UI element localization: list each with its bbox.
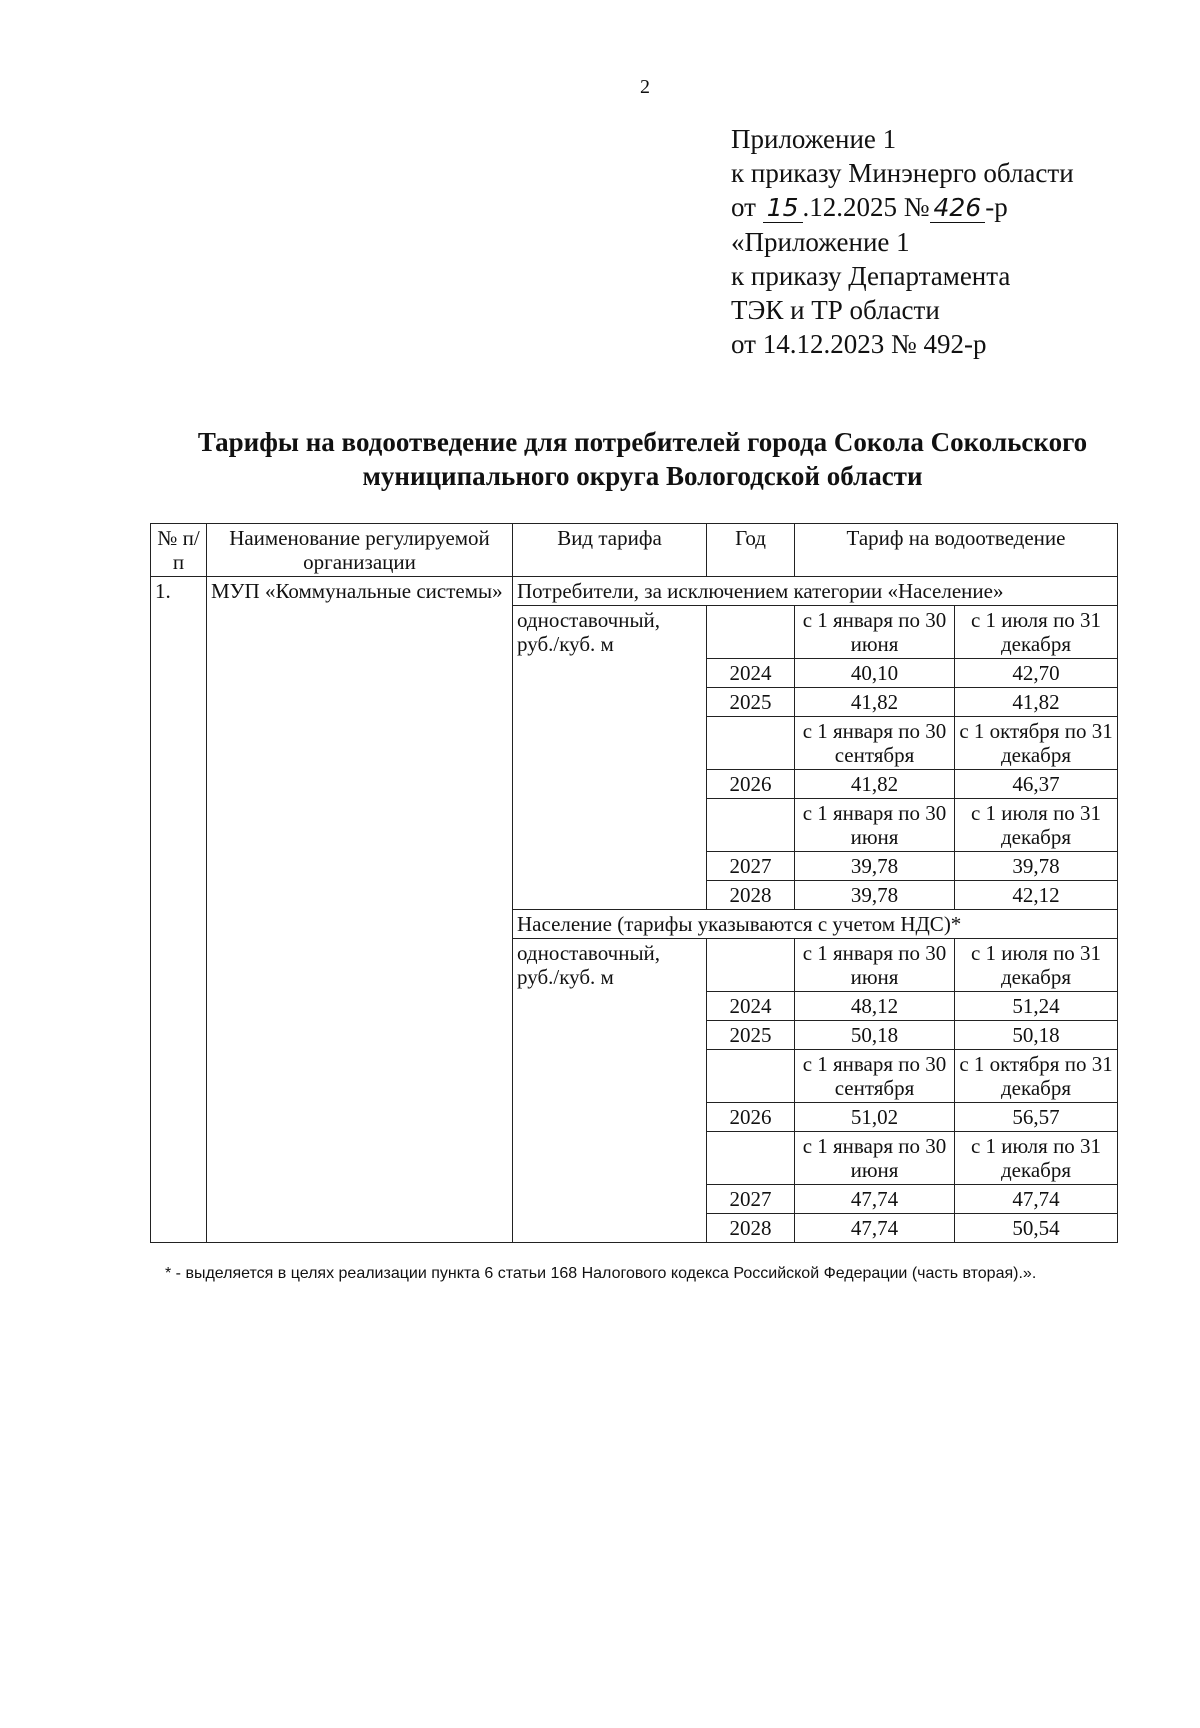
year-cell: 2025 — [707, 688, 795, 717]
tariff-value-1: 50,18 — [795, 1021, 955, 1050]
year-cell-empty — [707, 1132, 795, 1185]
appendix-order-line — [731, 190, 1074, 225]
tariff-value-2: 39,78 — [955, 852, 1118, 881]
year-cell: 2028 — [707, 1214, 795, 1243]
order-prefix: от — [731, 192, 756, 222]
period-first-half: с 1 января по 30 июня — [795, 799, 955, 852]
period-second-half: с 1 июля по 31 декабря — [955, 606, 1118, 659]
year-cell: 2026 — [707, 770, 795, 799]
tariff-value-1: 41,82 — [795, 770, 955, 799]
header-year: Год — [707, 524, 795, 577]
tariff-type: одноставочный, руб./куб. м — [513, 939, 707, 1243]
tariff-value-1: 47,74 — [795, 1185, 955, 1214]
tariff-value-2: 50,54 — [955, 1214, 1118, 1243]
tariff-value-2: 42,12 — [955, 881, 1118, 910]
tariff-value-2: 56,57 — [955, 1103, 1118, 1132]
handwritten-day: 15 — [763, 193, 803, 223]
section-title: Потребители, за исключением категории «Население» — [513, 577, 1118, 606]
appendix-line: к приказу Минэнерго области — [731, 158, 1074, 188]
period-second-half: с 1 октября по 31 декабря — [955, 717, 1118, 770]
period-first-half: с 1 января по 30 сентября — [795, 717, 955, 770]
tariff-table — [150, 523, 1118, 1243]
tariff-value-1: 47,74 — [795, 1214, 955, 1243]
tariff-value-1: 39,78 — [795, 881, 955, 910]
title-line: Тарифы на водоотведение для потребителей города Сокола Сокольского — [197, 427, 1088, 457]
period-second-half: с 1 июля по 31 декабря — [955, 939, 1118, 992]
appendix-line: ТЭК и ТР области — [731, 295, 940, 325]
section-title-row — [151, 577, 1118, 606]
year-cell-empty — [707, 606, 795, 659]
year-cell: 2024 — [707, 992, 795, 1021]
footnote: * - выделяется в целях реализации пункта 6 статьи 168 Налогового кодекса Российской Федерации (часть вторая).». — [165, 1265, 1037, 1282]
year-cell: 2024 — [707, 659, 795, 688]
appendix-line: от 14.12.2023 № 492-р — [731, 329, 987, 359]
header-number: № п/п — [151, 524, 207, 577]
page-number: 2 — [640, 76, 650, 98]
period-first-half: с 1 января по 30 июня — [795, 606, 955, 659]
row-number: 1. — [151, 577, 207, 1243]
period-first-half: с 1 января по 30 июня — [795, 939, 955, 992]
year-cell: 2025 — [707, 1021, 795, 1050]
tariff-value-1: 51,02 — [795, 1103, 955, 1132]
appendix-header — [731, 122, 1074, 361]
handwritten-number: 426 — [930, 193, 986, 223]
year-cell: 2027 — [707, 1185, 795, 1214]
year-cell-empty — [707, 717, 795, 770]
year-cell: 2027 — [707, 852, 795, 881]
document-title — [150, 425, 1135, 493]
tariff-value-2: 47,74 — [955, 1185, 1118, 1214]
tariff-value-2: 42,70 — [955, 659, 1118, 688]
period-first-half: с 1 января по 30 июня — [795, 1132, 955, 1185]
tariff-value-1: 48,12 — [795, 992, 955, 1021]
tariff-value-1: 39,78 — [795, 852, 955, 881]
tariff-value-1: 41,82 — [795, 688, 955, 717]
tariff-value-1: 40,10 — [795, 659, 955, 688]
section-title: Население (тарифы указываются с учетом НДС)* — [513, 910, 1118, 939]
order-middle: .12.2025 № — [802, 192, 930, 222]
appendix-line: «Приложение 1 — [731, 227, 910, 257]
appendix-line: к приказу Департамента — [731, 261, 1011, 291]
header-organization: Наименование регулируемой организации — [207, 524, 513, 577]
tariff-value-2: 50,18 — [955, 1021, 1118, 1050]
year-cell-empty — [707, 799, 795, 852]
period-second-half: с 1 июля по 31 декабря — [955, 799, 1118, 852]
table-header-row — [151, 524, 1118, 577]
title-line: муниципального округа Вологодской области — [362, 461, 923, 491]
year-cell: 2026 — [707, 1103, 795, 1132]
appendix-line: Приложение 1 — [731, 124, 897, 154]
order-suffix: -р — [985, 192, 1008, 222]
tariff-value-2: 41,82 — [955, 688, 1118, 717]
year-cell-empty — [707, 1050, 795, 1103]
tariff-value-2: 51,24 — [955, 992, 1118, 1021]
period-second-half: с 1 июля по 31 декабря — [955, 1132, 1118, 1185]
organization-name: МУП «Коммунальные системы» — [207, 577, 513, 1243]
period-first-half: с 1 января по 30 сентября — [795, 1050, 955, 1103]
year-cell: 2028 — [707, 881, 795, 910]
tariff-value-2: 46,37 — [955, 770, 1118, 799]
period-second-half: с 1 октября по 31 декабря — [955, 1050, 1118, 1103]
header-tariff: Тариф на водоотведение — [795, 524, 1118, 577]
header-tariff-type: Вид тарифа — [513, 524, 707, 577]
tariff-type: одноставочный, руб./куб. м — [513, 606, 707, 910]
year-cell-empty — [707, 939, 795, 992]
